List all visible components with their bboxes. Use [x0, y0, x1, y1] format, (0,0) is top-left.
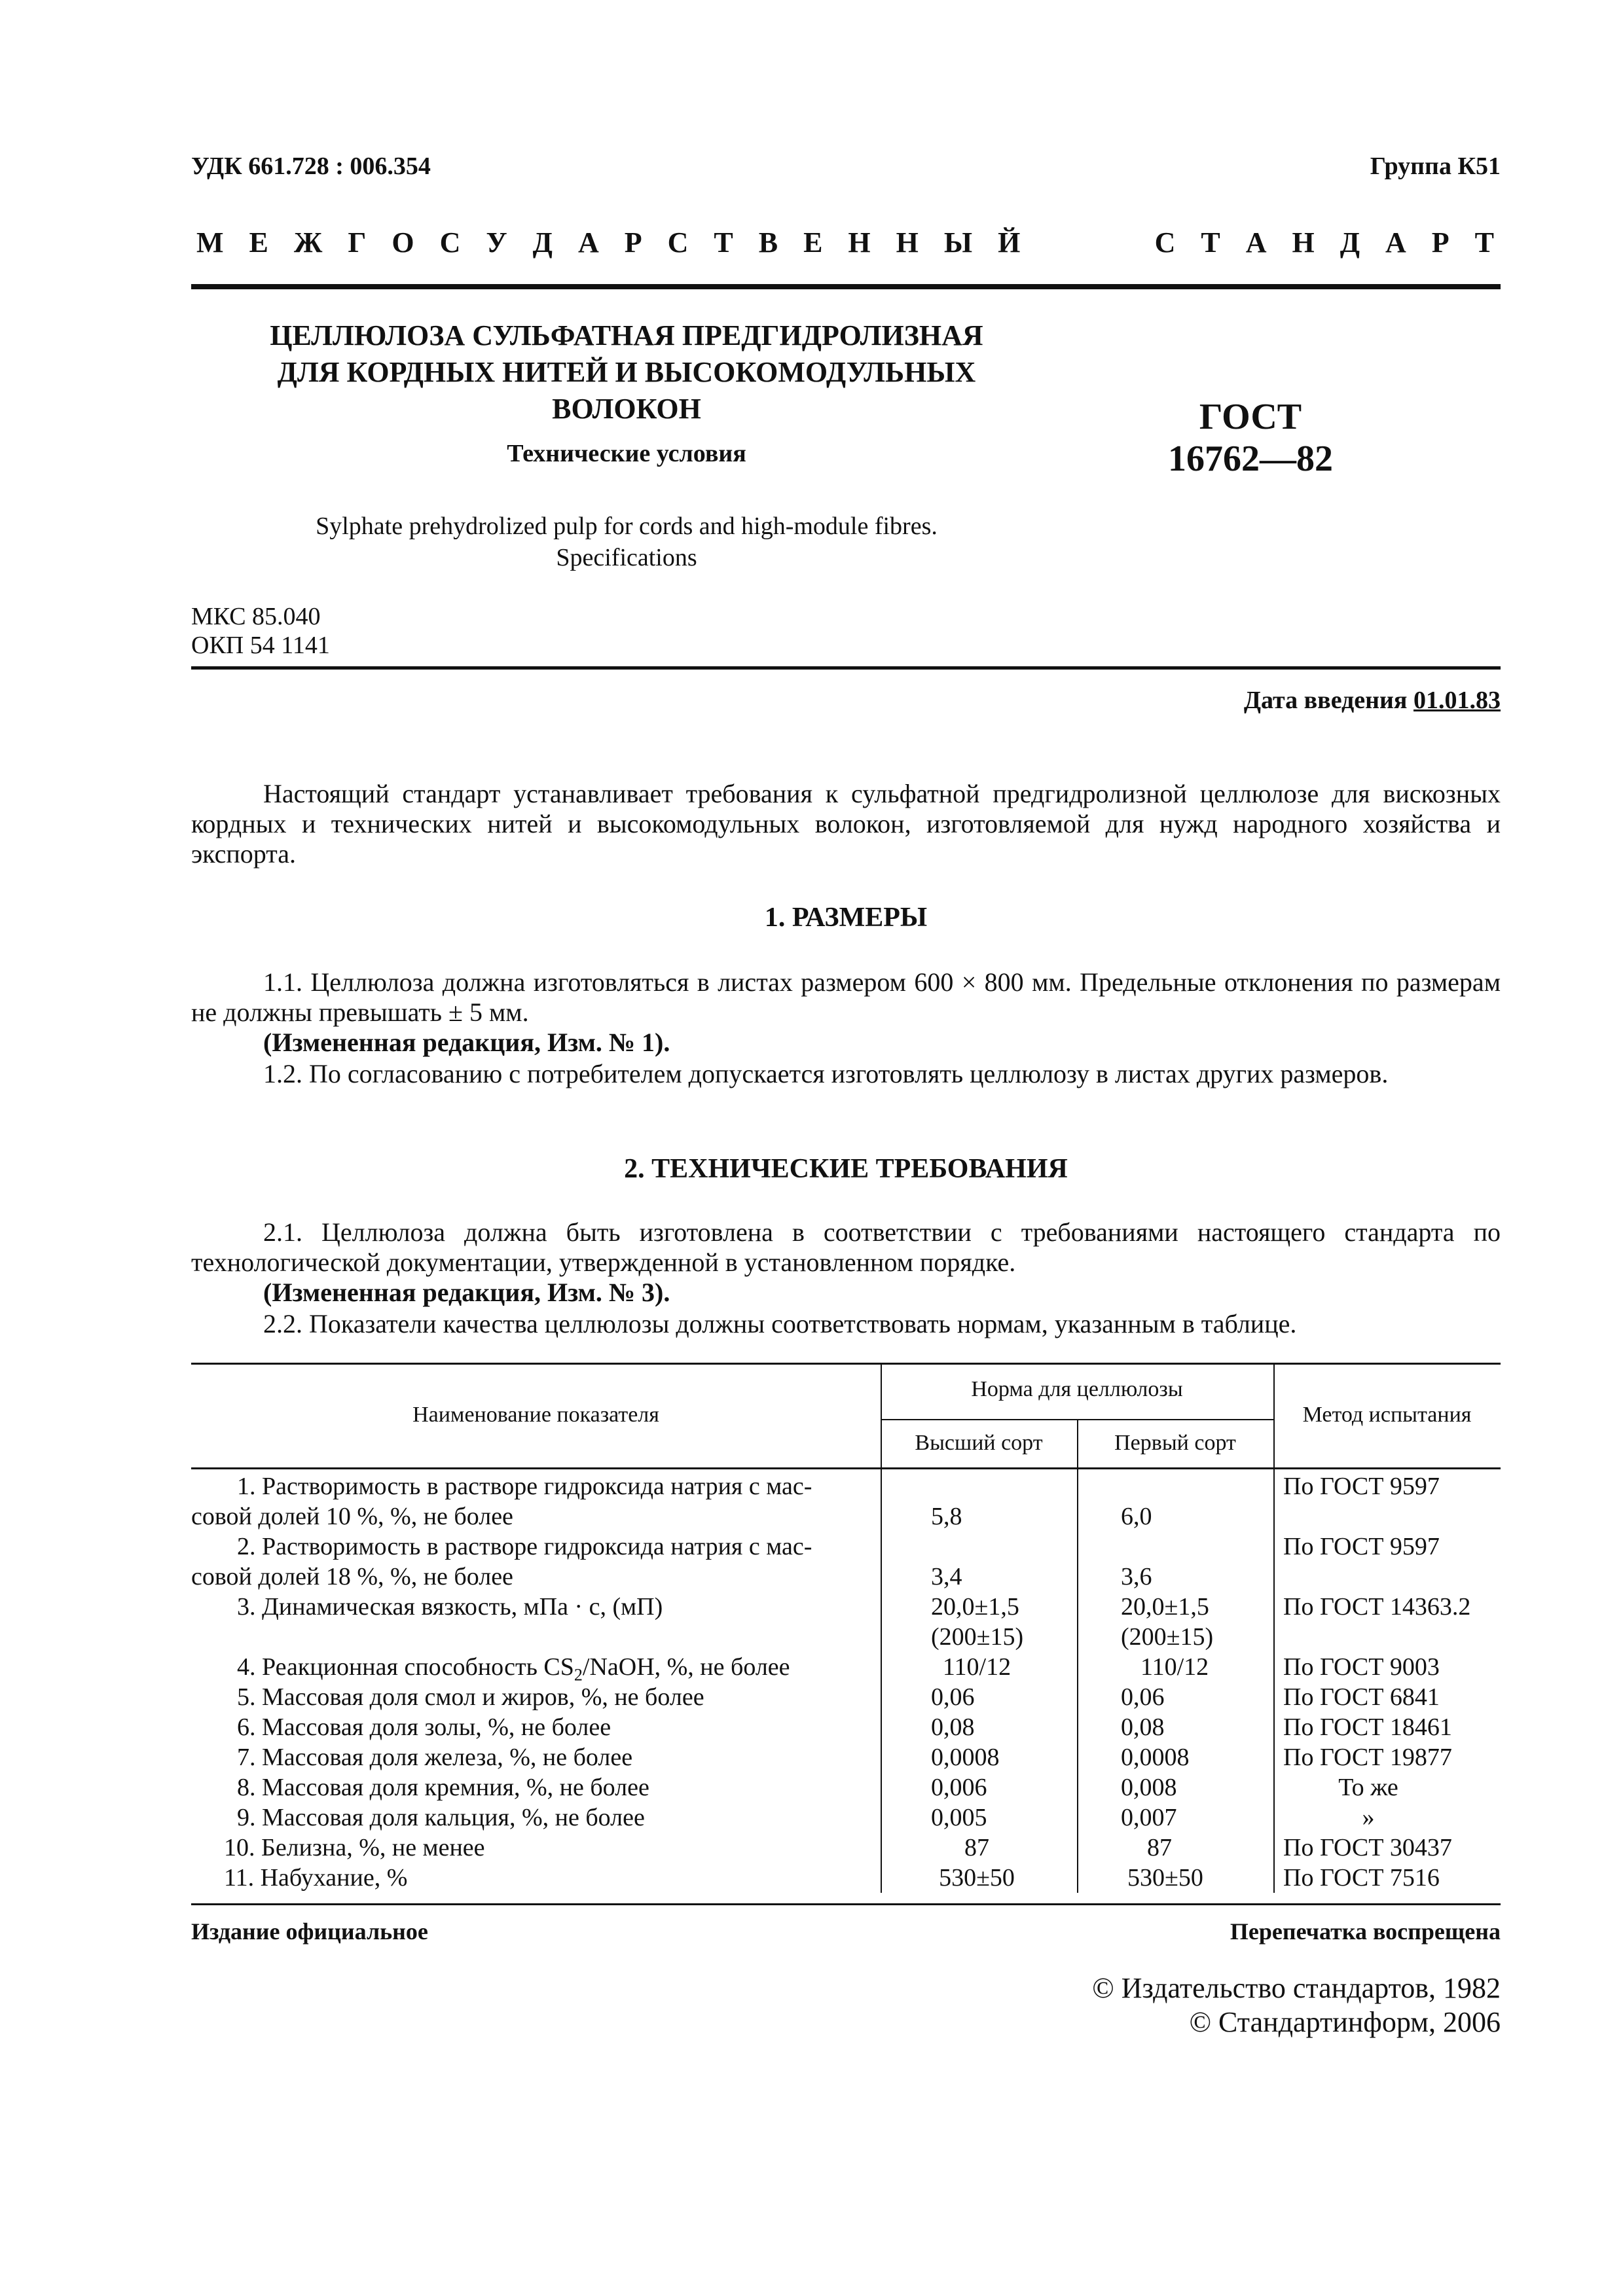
row-1-name	[191, 1471, 866, 1532]
row-9-method: »	[1362, 1804, 1375, 1831]
th-test-method: Метод испытания	[1302, 1403, 1472, 1427]
table-row	[191, 1772, 1501, 1803]
row-1-first: 6,0	[1121, 1503, 1152, 1530]
table-row	[191, 1833, 1501, 1863]
row-8-first: 0,008	[1121, 1774, 1177, 1801]
row-1-name-a: 1. Растворимость в растворе гидроксида натрия с мас-	[237, 1473, 812, 1500]
section-2-1-note: (Измененная редакция, Изм. № 3).	[263, 1278, 670, 1307]
title-line-3: ВОЛОКОН	[552, 393, 701, 425]
row-2-first: 3,6	[1121, 1563, 1152, 1590]
row-4-method: По ГОСТ 9003	[1283, 1653, 1440, 1681]
row-3-first-a: 20,0±1,5	[1121, 1593, 1209, 1621]
row-11-first: 530±50	[1127, 1864, 1203, 1892]
row-9-name: 9. Массовая доля кальция, %, не более	[237, 1804, 645, 1831]
row-5-method: По ГОСТ 6841	[1283, 1683, 1440, 1711]
row-1-method: По ГОСТ 9597	[1283, 1473, 1440, 1500]
row-4-first: 110/12	[1140, 1653, 1209, 1681]
row-5-top: 0,06	[931, 1683, 975, 1711]
section-1-heading: 1. РАЗМЕРЫ	[764, 903, 928, 933]
row-8-method: То же	[1338, 1774, 1398, 1801]
row-4-name-sub: 2	[574, 1665, 583, 1685]
row-9-top: 0,005	[931, 1804, 987, 1831]
official-edition: Издание официальное	[191, 1918, 428, 1945]
group-code: Группа К51	[1370, 152, 1501, 180]
row-4-top: 110/12	[942, 1653, 1012, 1681]
table-row	[191, 1682, 1501, 1712]
row-10-top: 87	[964, 1834, 989, 1861]
udk-code: УДК 661.728 : 006.354	[191, 152, 431, 180]
copyright-2006: © Стандартинформ, 2006	[1189, 2006, 1501, 2038]
gost-number: 16762—82	[1168, 439, 1333, 479]
row-3-method: По ГОСТ 14363.2	[1283, 1593, 1471, 1621]
section-1-2: 1.2. По согласованию с потребителем допускается изготовлять целлюлозу в листах других размеров.	[263, 1059, 1389, 1088]
row-2-top: 3,4	[931, 1563, 962, 1590]
row-3-first	[1121, 1592, 1291, 1652]
row-10-first: 87	[1147, 1834, 1172, 1861]
th-top-grade: Высший сорт	[915, 1431, 1043, 1455]
row-11-method: По ГОСТ 7516	[1283, 1864, 1440, 1892]
copyright-1982: © Издательство стандартов, 1982	[1092, 1972, 1501, 2004]
row-2-name-b: совой долей 18 %, %, не более	[191, 1563, 513, 1590]
gost-designation	[1113, 396, 1388, 480]
table-row	[191, 1592, 1501, 1652]
row-2-method: По ГОСТ 9597	[1283, 1533, 1440, 1560]
row-9-first: 0,007	[1121, 1804, 1177, 1831]
table-row	[191, 1803, 1501, 1833]
table-row	[191, 1471, 1501, 1532]
row-5-name: 5. Массовая доля смол и жиров, %, не более	[237, 1683, 704, 1711]
row-4-name-post: /NaOH, %, не более	[582, 1653, 790, 1681]
table-row	[191, 1863, 1501, 1893]
intro-paragraph: Настоящий стандарт устанавливает требования к сульфатной предгидролизной целлюлозе для вискозных кордных и технических нитей и высокомодульных волокон, изготовляемой для нужд народного хозяйства и экспорта.	[191, 779, 1501, 869]
english-title	[191, 511, 1062, 573]
row-3-top-b: (200±15)	[931, 1623, 1024, 1651]
reprint-prohibited: Перепечатка воспрещена	[1230, 1918, 1501, 1945]
banner-standard: С Т А Н Д А Р Т	[1154, 226, 1503, 259]
english-title-line-1: Sylphate prehydrolized pulp for cords and high-module fibres.	[316, 512, 938, 540]
okp-code: ОКП 54 1141	[191, 632, 330, 659]
row-2-name-a: 2. Растворимость в растворе гидроксида натрия с мас-	[237, 1533, 812, 1560]
row-10-method: По ГОСТ 30437	[1283, 1834, 1452, 1861]
table-row	[191, 1652, 1501, 1685]
row-4-name	[191, 1652, 911, 1685]
row-3-top	[892, 1592, 1101, 1652]
row-4-name-pre: 4. Реакционная способность CS	[237, 1653, 574, 1681]
mks-code: МКС 85.040	[191, 603, 321, 630]
th-norm: Норма для целлюлозы	[971, 1377, 1183, 1401]
table-row	[191, 1742, 1501, 1772]
codes-rule	[191, 666, 1501, 670]
intro-date	[982, 686, 1501, 715]
title-subtitle: Технические условия	[507, 440, 746, 467]
row-3-first-b: (200±15)	[1121, 1623, 1214, 1651]
row-6-first: 0,08	[1121, 1713, 1165, 1741]
table-row	[191, 1532, 1501, 1592]
section-2-2: 2.2. Показатели качества целлюлозы должны соответствовать нормам, указанным в таблице.	[263, 1309, 1297, 1338]
row-6-name: 6. Массовая доля золы, %, не более	[237, 1713, 611, 1741]
row-8-name: 8. Массовая доля кремния, %, не более	[237, 1774, 649, 1801]
gost-label: ГОСТ	[1199, 397, 1302, 437]
section-1-1-note: (Измененная редакция, Изм. № 1).	[263, 1028, 670, 1057]
title-block	[191, 317, 1062, 472]
row-3-top-a: 20,0±1,5	[931, 1593, 1019, 1621]
intro-date-label: Дата введения	[1243, 687, 1408, 714]
classification-codes	[191, 602, 330, 660]
section-2-heading: 2. ТЕХНИЧЕСКИЕ ТРЕБОВАНИЯ	[624, 1154, 1068, 1184]
footer-rule	[191, 1903, 1501, 1905]
row-6-method: По ГОСТ 18461	[1283, 1713, 1452, 1741]
table-header-rule	[191, 1467, 1501, 1469]
title-line-2: ДЛЯ КОРДНЫХ НИТЕЙ И ВЫСОКОМОДУЛЬНЫХ	[277, 356, 976, 388]
row-5-first: 0,06	[1121, 1683, 1165, 1711]
header-rule	[191, 284, 1501, 289]
row-7-first: 0,0008	[1121, 1744, 1190, 1771]
title-line-1: ЦЕЛЛЮЛОЗА СУЛЬФАТНАЯ ПРЕДГИДРОЛИЗНАЯ	[270, 319, 983, 351]
row-6-top: 0,08	[931, 1713, 975, 1741]
row-1-top: 5,8	[931, 1503, 962, 1530]
row-7-top: 0,0008	[931, 1744, 1000, 1771]
row-10-name: 10. Белизна, %, не менее	[224, 1834, 485, 1861]
row-11-name: 11. Набухание, %	[224, 1864, 408, 1892]
row-3-name: 3. Динамическая вязкость, мПа · с, (мП)	[237, 1593, 663, 1621]
intro-date-value: 01.01.83	[1413, 687, 1501, 714]
row-8-top: 0,006	[931, 1774, 987, 1801]
row-1-name-b: совой долей 10 %, %, не более	[191, 1503, 513, 1530]
row-11-top: 530±50	[939, 1864, 1015, 1892]
english-title-line-2: Specifications	[556, 544, 697, 571]
section-2-1: 2.1. Целлюлоза должна быть изготовлена в соответствии с требованиями настоящего стандарта по технологической документации, утвержденной в установленном порядке.	[191, 1217, 1501, 1277]
th-first-grade: Первый сорт	[1114, 1431, 1236, 1455]
section-1-1: 1.1. Целлюлоза должна изготовляться в листах размером 600 × 800 мм. Предельные отклонения по размерам не должны превышать ± 5 мм.	[191, 967, 1501, 1027]
copyright-block	[917, 1971, 1501, 2039]
banner-interstate: М Е Ж Г О С У Д А Р С Т В Е Н Н Ы Й	[196, 226, 1030, 259]
table-row	[191, 1712, 1501, 1742]
row-7-name: 7. Массовая доля железа, %, не более	[237, 1744, 633, 1771]
row-2-name	[191, 1532, 866, 1592]
table-top-rule	[191, 1363, 1501, 1365]
row-7-method: По ГОСТ 19877	[1283, 1744, 1452, 1771]
th-indicator-name: Наименование показателя	[412, 1403, 659, 1427]
